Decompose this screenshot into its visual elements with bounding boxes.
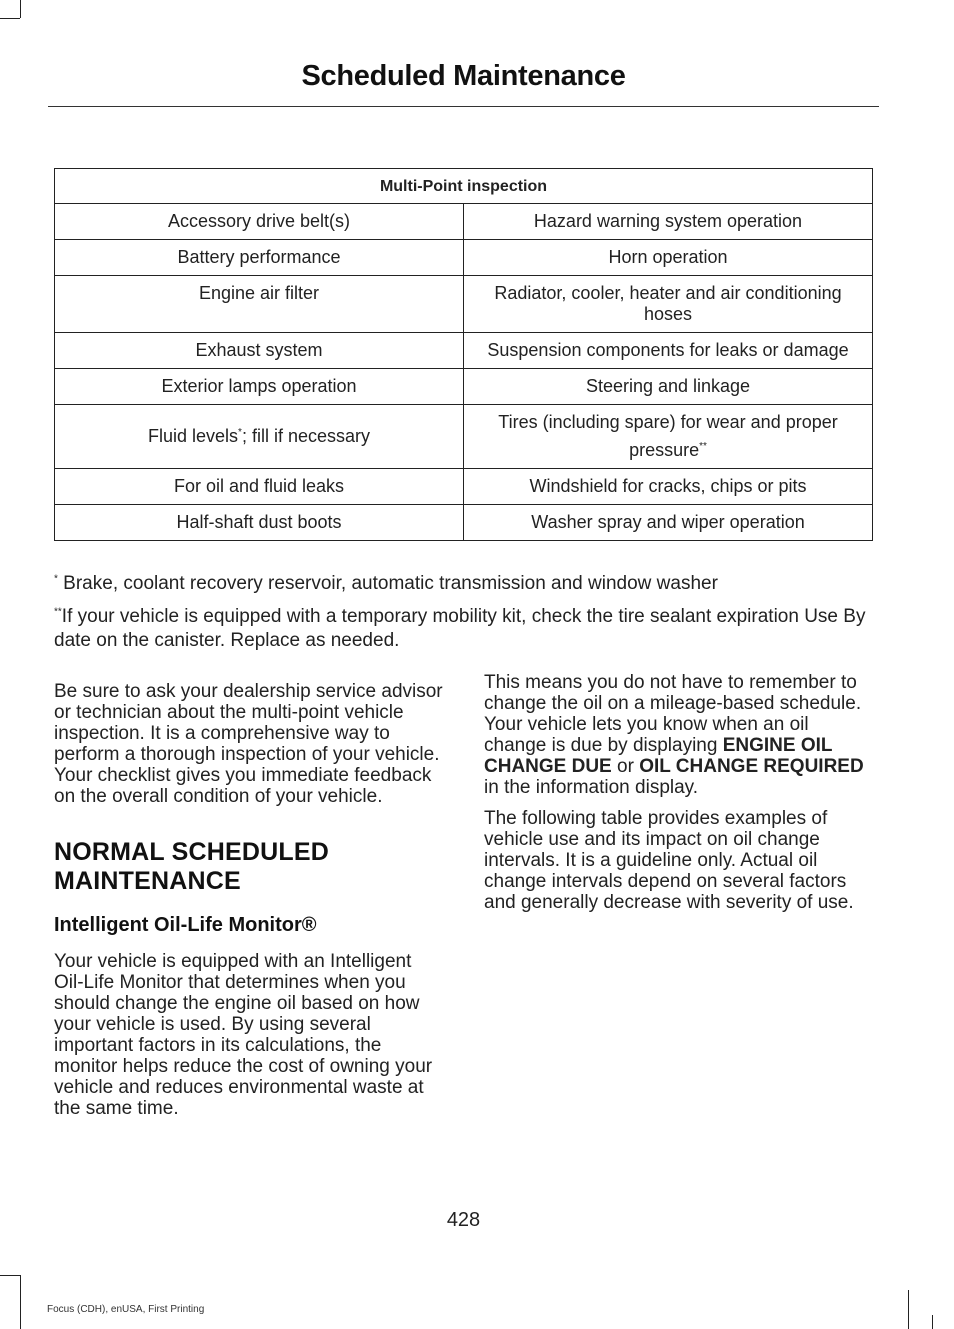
table-cell: Half-shaft dust boots (55, 505, 464, 541)
table-row (55, 333, 873, 369)
crop-mark (0, 18, 20, 19)
display-message: ENGINE OIL CHANGE DUE (484, 735, 833, 777)
table-cell: For oil and fluid leaks (55, 469, 464, 505)
footnote-mark: ** (54, 606, 62, 618)
crop-mark (0, 1275, 20, 1276)
crop-mark (20, 0, 21, 18)
table-cell: Hazard warning system operation (464, 204, 873, 240)
table-row (55, 469, 873, 505)
footnote-1 (54, 572, 874, 596)
table-cell: Battery performance (55, 240, 464, 276)
table-cell: Washer spray and wiper operation (464, 505, 873, 541)
crop-mark (932, 1315, 933, 1329)
table-row (55, 369, 873, 405)
oil-change-paragraph (484, 672, 874, 798)
cell-text: Tires (including spare) for wear and proper pressure (498, 412, 838, 460)
subheading: Intelligent Oil-Life Monitor® (54, 914, 317, 936)
table-cell (55, 405, 464, 469)
intro-paragraph: Be sure to ask your dealership service advisor or technician about the multi-point vehicle inspection. It is a comprehensive way to perform a thorough inspection of your vehicle. Your checklist gives you immediate feedback on the overall condition of your vehicle. (54, 681, 443, 807)
table-cell: Exhaust system (55, 333, 464, 369)
paragraph-text: This means you do not have to remember to change the oil on a mileage-based schedule. Your vehicle lets you know when an oil change is due by displaying (484, 672, 862, 756)
cell-text: Fluid levels (148, 426, 239, 446)
table-cell: Horn operation (464, 240, 873, 276)
table-cell (464, 405, 873, 469)
paragraph-text: or (611, 756, 640, 777)
footnote-2 (54, 605, 874, 653)
table-cell: Windshield for cracks, chips or pits (464, 469, 873, 505)
table-row (55, 405, 873, 469)
table-heading: Multi-Point inspection (55, 169, 873, 204)
table-cell: Suspension components for leaks or damage (464, 333, 873, 369)
table-row (55, 276, 873, 333)
page-title: Scheduled Maintenance (301, 60, 626, 92)
multi-point-inspection-table (54, 168, 873, 541)
table-cell: Steering and linkage (464, 369, 873, 405)
crop-mark (908, 1290, 909, 1329)
table-cell: Radiator, cooler, heater and air conditioning hoses (464, 276, 873, 333)
left-column (54, 681, 444, 1119)
footnote-text: Brake, coolant recovery reservoir, automatic transmission and window washer (57, 573, 718, 594)
title-divider (48, 106, 879, 107)
table-cell: Engine air filter (55, 276, 464, 333)
footnote-mark: ** (699, 441, 707, 452)
body-paragraph: Your vehicle is equipped with an Intelligent Oil-Life Monitor that determines when you should change the engine oil based on how your vehicle is used. By using several important factors in its calculations, the monitor helps reduce the cost of owning your vehicle and reduces environmental waste at the same time. (54, 951, 433, 1119)
interval-paragraph: The following table provides examples of vehicle use and its impact on oil change intervals. It is a guideline only. Actual oil change intervals depend on several factors and generally decrease with severity of use. (484, 808, 854, 913)
table-cell: Exterior lamps operation (55, 369, 464, 405)
crop-mark (20, 1275, 21, 1329)
footnote-mark: * (54, 573, 58, 585)
cell-text: ; fill if necessary (241, 426, 370, 446)
table-cell: Accessory drive belt(s) (55, 204, 464, 240)
display-message: OIL CHANGE REQUIRED (639, 756, 864, 777)
right-column (484, 672, 874, 913)
footer-text: Focus (CDH), enUSA, First Printing (47, 1304, 205, 1315)
table-row (55, 505, 873, 541)
section-heading: NORMAL SCHEDULED MAINTENANCE (54, 838, 329, 895)
table-row (55, 240, 873, 276)
table-row (55, 204, 873, 240)
paragraph-text: in the information display. (484, 777, 699, 798)
page-number: 428 (446, 1209, 481, 1231)
footnote-text: If your vehicle is equipped with a temporary mobility kit, check the tire sealant expiration Use By date on the canister. Replace as needed. (54, 606, 866, 651)
table-header-row (55, 169, 873, 204)
footnote-mark: * (238, 427, 242, 438)
